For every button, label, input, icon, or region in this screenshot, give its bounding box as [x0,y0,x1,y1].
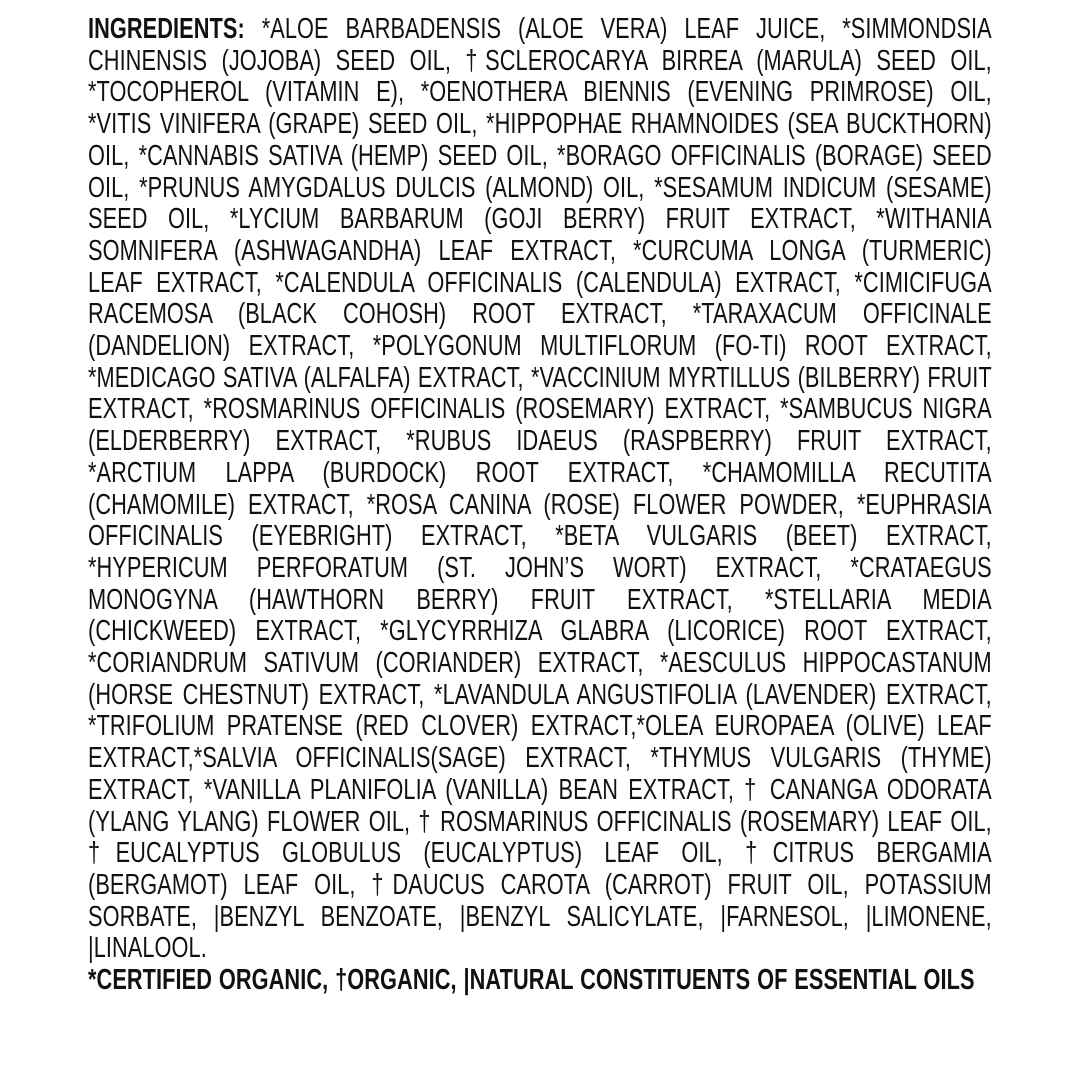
organic-symbols-legend: *CERTIFIED ORGANIC, †ORGANIC, |NATURAL CONSTITUENTS OF ESSENTIAL OILS [88,964,975,997]
ingredients-heading: INGREDIENTS: [88,13,245,45]
ingredients-list-text: *ALOE BARBADENSIS (ALOE VERA) LEAF JUICE, *SIMMONDSIA CHINENSIS (JOJOBA) SEED OIL, †SCLEROCARYA BIRREA (MARULA) SEED OIL, *TOCOPHEROL (VITAMIN E), *OENOTHERA BIENNIS (EVENING PRIMROSE) OIL, *VITIS VINIFERA (GRAPE) SEED OIL, *HIPPOPHAE RHAMNOIDES (SEA BUCKTHORN) OIL, *CANNABIS SATIVA (HEMP) SEED OIL, *BORAGO OFFICINALIS (BORAGE) SEED OIL, *PRUNUS AMYGDALUS DULCIS (ALMOND) OIL, *SESAMUM INDICUM (SESAME) SEED OIL, *LYCIUM BARBARUM (GOJI BERRY) FRUIT EXTRACT, *WITHANIA SOMNIFERA (ASHWAGANDHA) LEAF EXTRACT, *CURCUMA LONGA (TURMERIC) LEAF EXTRACT, *CALENDULA OFFICINALIS (CALENDULA) EXTRACT, *CIMICIFUGA RACEMOSA (BLACK COHOSH) ROOT EXTRACT, *TARAXACUM OFFICINALE (DANDELION) EXTRACT, *POLYGONUM MULTIFLORUM (FO-TI) ROOT EXTRACT, *MEDICAGO SATIVA (ALFALFA) EXTRACT, *VACCINIUM MYRTILLUS (BILBERRY) FRUIT EXTRACT, *ROSMARINUS OFFICINALIS (ROSEMARY) EXTRACT, *SAMBUCUS NIGRA (ELDERBERRY) EXTRACT, *RUBUS IDAEUS (RASPBERRY) FRUIT EXTRACT, *ARCTIUM LAPPA (BURDOCK) ROOT EXTRACT, *CHAMOMILLA RECUTITA (CHAMOMILE) EXTRACT, *ROSA CANINA (ROSE) FLOWER POWDER, *EUPHRASIA OFFICINALIS (EYEBRIGHT) EXTRACT, *BETA VULGARIS (BEET) EXTRACT, *HYPERICUM PERFORATUM (ST. JOHN’S WORT) EXTRACT, *CRATAEGUS MONOGYNA (HAWTHORN BERRY) FRUIT EXTRACT, *STELLARIA MEDIA (CHICKWEED) EXTRACT, *GLYCYRRHIZA GLABRA (LICORICE) ROOT EXTRACT, *CORIANDRUM SATIVUM (CORIANDER) EXTRACT, *AESCULUS HIPPOCASTANUM (HORSE CHESTNUT) EXTRACT, *LAVANDULA ANGUSTIFOLIA (LAVENDER) EXTRACT, *TRIFOLIUM PRATENSE (RED CLOVER) EXTRACT,*OLEA EUROPAEA (OLIVE) LEAF EXTRACT,*SALVIA OFFICINALIS(SAGE) EXTRACT, *THYMUS VULGARIS (THYME) EXTRACT, *VANILLA PLANIFOLIA (VANILLA) BEAN EXTRACT, † CANANGA ODORATA (YLANG YLANG) FLOWER OIL, † ROSMARINUS OFFICINALIS (ROSEMARY) LEAF OIL, †EUCALYPTUS GLOBULUS (EUCALYPTUS) LEAF OIL, †CITRUS BERGAMIA (BERGAMOT) LEAF OIL, †DAUCUS CAROTA (CARROT) FRUIT OIL, POTASSIUM SORBATE, |BENZYL BENZOATE, |BENZYL SALICYLATE, |FARNESOL, |LIMONENE, |LINALOOL. [88,13,992,965]
label-text-block [88,14,992,997]
ingredients-paragraph [88,14,992,965]
